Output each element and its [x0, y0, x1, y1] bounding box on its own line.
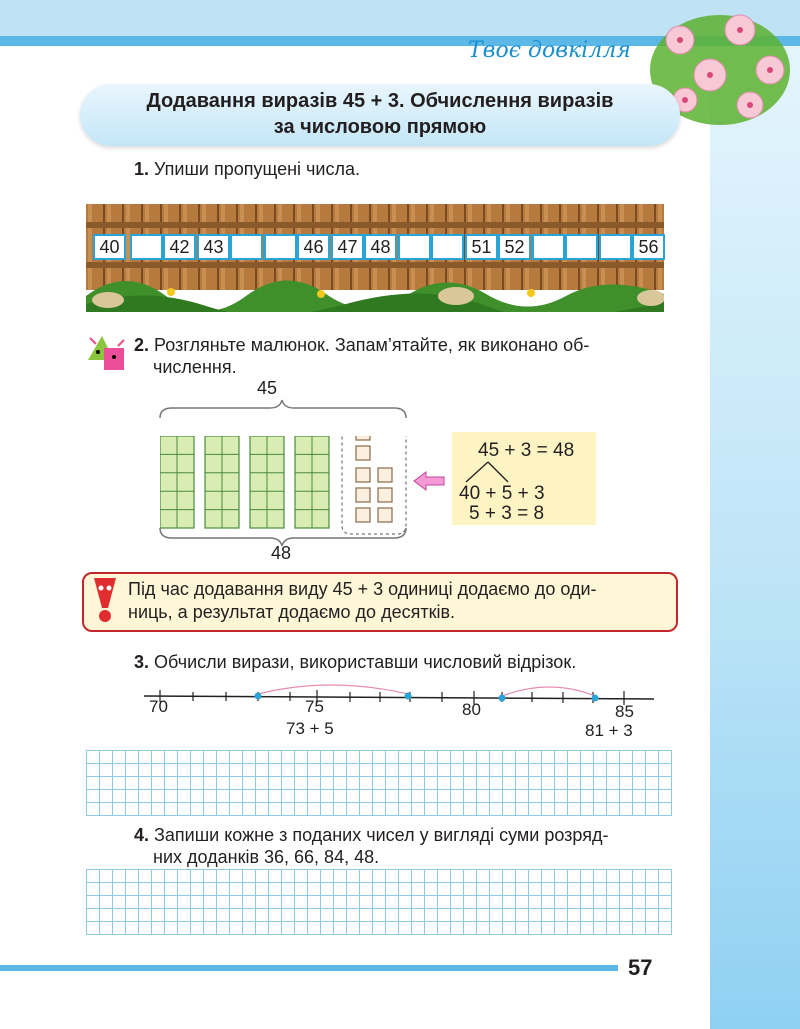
task1-prompt — [134, 158, 360, 180]
number-cell-blank[interactable] — [264, 234, 297, 260]
number-cell: 52 — [498, 234, 531, 260]
task3-prompt — [134, 651, 576, 673]
end-point-2 — [592, 695, 599, 702]
task4-text-line2: них доданків 36, 66, 84, 48. — [153, 847, 380, 867]
task3-number: 3. — [134, 652, 150, 672]
top-brace-label: 45 — [257, 378, 278, 398]
task4-number: 4. — [134, 825, 150, 845]
tens-blocks-illustration — [160, 436, 410, 536]
pointing-arrow-icon — [412, 470, 446, 492]
task4-text-line1: Запиши кожне з поданих чисел у вигляді суми розряд- — [154, 825, 609, 845]
jump-arc-1 — [258, 685, 408, 694]
end-point-1 — [405, 693, 412, 700]
lesson-title — [80, 88, 680, 140]
number-cell: 56 — [632, 234, 665, 260]
expression-2: 81 + 3 — [585, 721, 633, 740]
number-cell: 48 — [364, 234, 397, 260]
page-number: 57 — [628, 955, 653, 980]
group-work-icon — [84, 330, 130, 376]
number-cell: 51 — [465, 234, 498, 260]
lesson-title-line2: за числовою прямою — [273, 116, 487, 138]
task3-text: Обчисли вирази, використавши числовий відрізок. — [154, 652, 577, 672]
split-lines-icon — [458, 460, 518, 484]
rule-line1: Під час додавання виду 45 + 3 одиниці додаємо до оди- — [128, 579, 597, 599]
task2-text-line1: Розгляньте малюнок. Запам’ятайте, як виконано об- — [154, 335, 590, 355]
rule-line2: ниць, а результат додаємо до десятків. — [128, 602, 456, 622]
number-cell: 42 — [163, 234, 196, 260]
equation-main: 45 + 3 = 48 — [478, 440, 575, 461]
number-cell: 47 — [331, 234, 364, 260]
number-cell-blank[interactable] — [565, 234, 598, 260]
tick-label-75: 75 — [305, 697, 324, 716]
expression-1: 73 + 5 — [286, 719, 334, 738]
equation-units: 5 + 3 = 8 — [469, 503, 545, 524]
task1-text: Упиши пропущені числа. — [154, 159, 360, 179]
answer-grid-task4[interactable] — [86, 869, 672, 935]
number-cell: 40 — [93, 234, 126, 260]
lesson-title-line1: Додавання виразів 45 + 3. Обчислення виразів — [146, 90, 614, 112]
task4-prompt — [134, 824, 684, 868]
number-cell-blank[interactable] — [599, 234, 632, 260]
bottom-brace-label: 48 — [271, 543, 292, 563]
number-cell: 46 — [297, 234, 330, 260]
tick-label-80: 80 — [462, 700, 481, 719]
number-cell-blank[interactable] — [431, 234, 464, 260]
tick-label-70: 70 — [149, 697, 168, 716]
number-cell-blank[interactable] — [532, 234, 565, 260]
number-cell-blank[interactable] — [230, 234, 263, 260]
number-cell-blank[interactable] — [130, 234, 163, 260]
equation-expanded: 40 + 5 + 3 — [459, 483, 545, 504]
number-line-axis — [144, 696, 654, 699]
task2-text-line2: числення. — [153, 357, 237, 377]
section-title: Твоє довкілля — [468, 38, 631, 63]
jump-arc-2 — [502, 687, 595, 696]
top-brace-icon — [158, 398, 410, 420]
number-line — [140, 680, 660, 720]
start-point-1 — [255, 693, 262, 700]
footer-rule — [0, 965, 618, 971]
task2-number: 2. — [134, 335, 150, 355]
tick-label-85: 85 — [615, 702, 634, 721]
answer-grid-task3[interactable] — [86, 750, 672, 816]
rule-text — [128, 578, 597, 624]
start-point-2 — [499, 695, 506, 702]
task2-prompt — [134, 334, 674, 378]
number-cell-blank[interactable] — [398, 234, 431, 260]
number-cell: 43 — [197, 234, 230, 260]
task1-number: 1. — [134, 159, 150, 179]
exclamation-mark-icon — [88, 576, 122, 624]
